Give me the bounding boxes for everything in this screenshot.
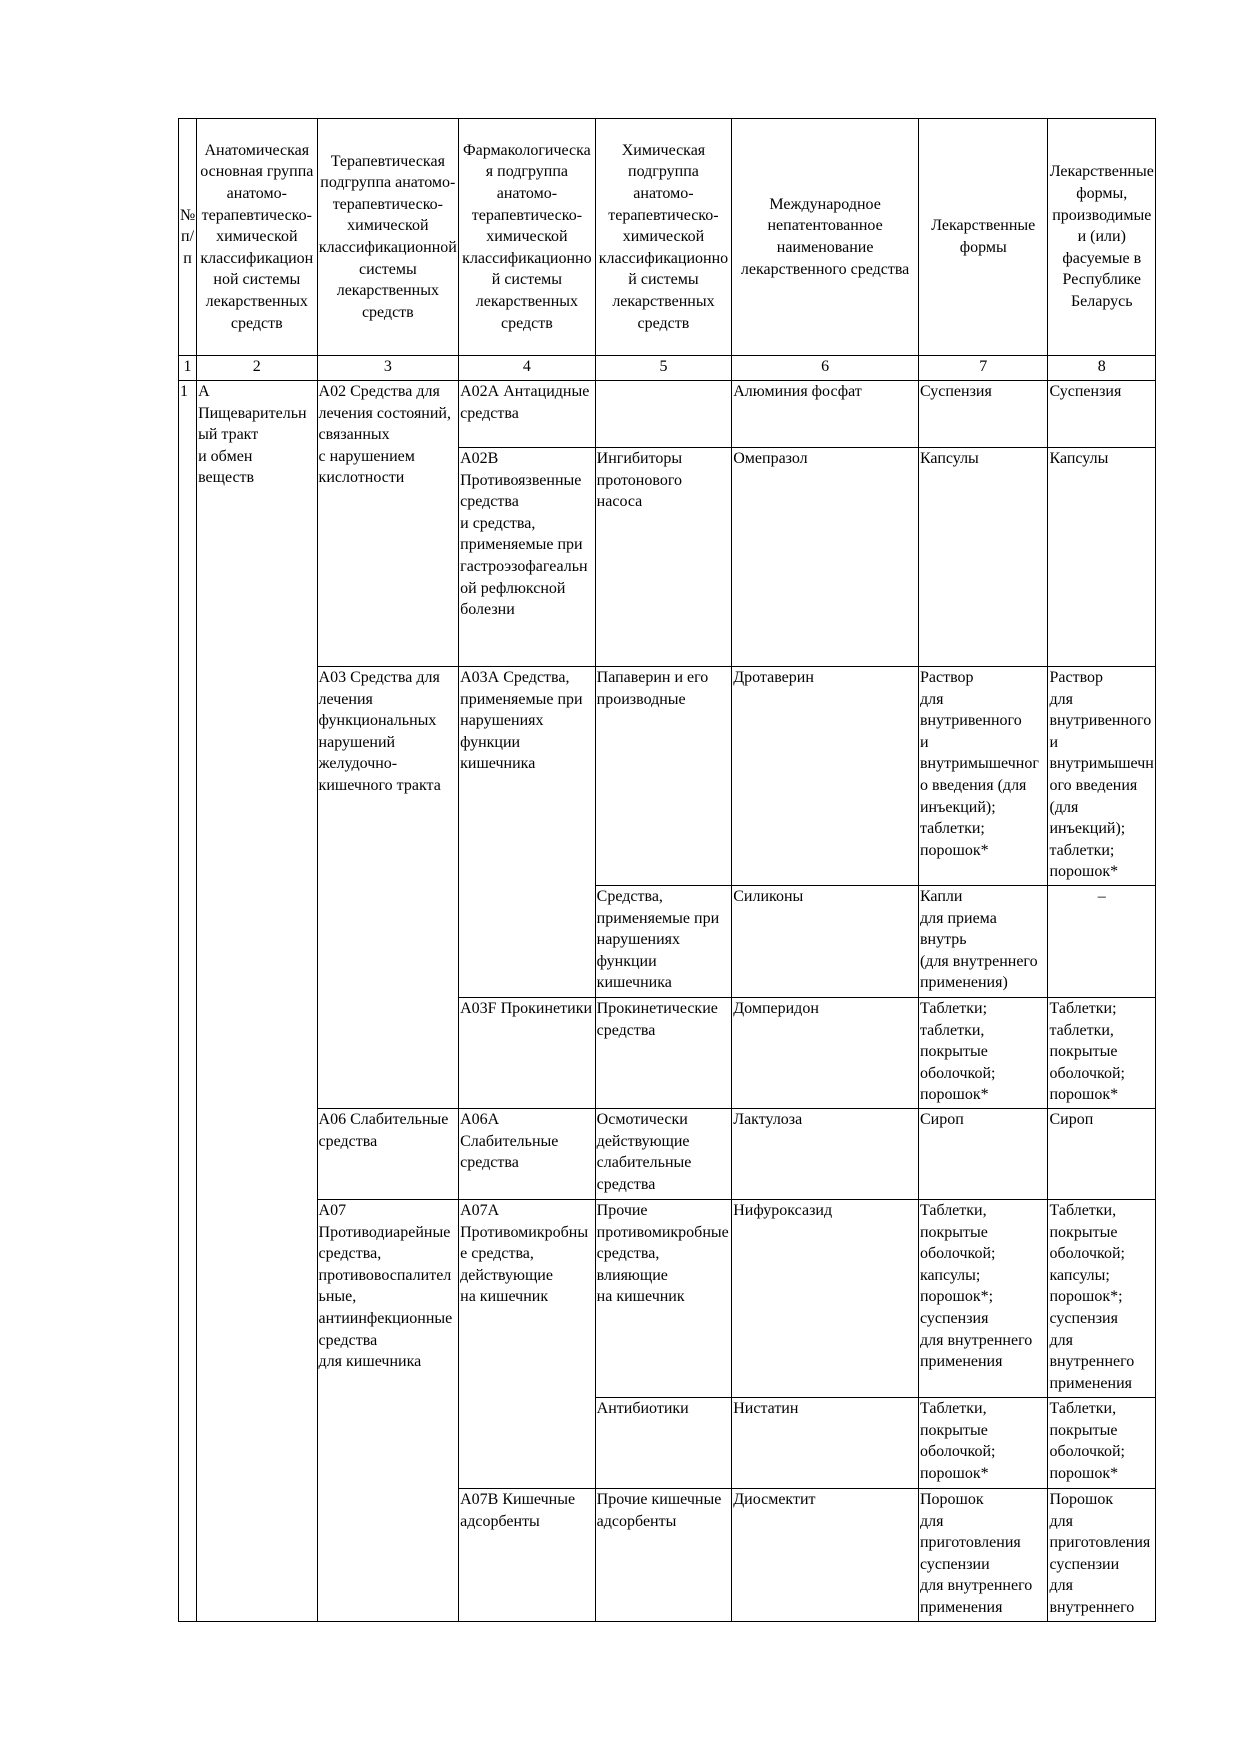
local-forms-cell: Сироп (1048, 1109, 1156, 1200)
therapeutic-subgroup-a07: А07 Противодиарейные средства, противовоспалительные, антиинфекционные средства для кишечника (317, 1200, 459, 1622)
chem-subgroup-cell: Прочие противомикробные средства, влияющие на кишечник (595, 1200, 732, 1398)
anatomical-group-cell: А Пищеварительный тракт и обмен веществ (197, 381, 317, 1622)
chem-subgroup-cell: Антибиотики (595, 1398, 732, 1489)
pharm-subgroup-a06a: А06А Слабительные средства (459, 1109, 596, 1200)
table-row (179, 1109, 1156, 1200)
chem-subgroup-cell: Осмотически действующие слабительные средства (595, 1109, 732, 1200)
column-number: 7 (918, 356, 1048, 381)
dosage-forms-cell: Суспензия (918, 381, 1048, 448)
column-number: 8 (1048, 356, 1156, 381)
header-therapeutic-subgroup: Терапевтическая подгруппа анатомо-терапевтическо-химической классификационной системы лекарственных средств (317, 119, 459, 356)
pharm-subgroup-a07b: А07В Кишечные адсорбенты (459, 1489, 596, 1622)
dosage-forms-cell: Порошок для приготовления суспензии для внутреннего применения (918, 1489, 1048, 1622)
chem-subgroup-cell: Прокинетические средства (595, 998, 732, 1109)
inn-cell: Силиконы (732, 886, 919, 998)
inn-cell: Лактулоза (732, 1109, 919, 1200)
local-forms-cell: Раствор для внутривенного и внутримышечного введения (для инъекций); таблетки; порошок* (1048, 667, 1156, 886)
chem-subgroup-cell: Папаверин и его производные (595, 667, 732, 886)
table-row (179, 667, 1156, 886)
header-inn: Международное непатентованное наименование лекарственного средства (732, 119, 919, 356)
dosage-forms-cell: Сироп (918, 1109, 1048, 1200)
header-number: № п/п (179, 119, 197, 356)
local-forms-cell: – (1048, 886, 1156, 998)
table-row (179, 1200, 1156, 1398)
dosage-forms-cell: Таблетки, покрытые оболочкой; порошок* (918, 1398, 1048, 1489)
column-number: 2 (197, 356, 317, 381)
local-forms-cell: Порошок для приготовления суспензии для внутреннего (1048, 1489, 1156, 1622)
dosage-forms-cell: Таблетки, покрытые оболочкой; капсулы; порошок*; суспензия для внутреннего применения (918, 1200, 1048, 1398)
pharm-subgroup-a03f: А03F Прокинетики (459, 998, 596, 1109)
chem-subgroup-empty (595, 381, 732, 448)
inn-cell: Дротаверин (732, 667, 919, 886)
pharm-subgroup-a02b: А02В Противоязвенные средства и средства, применяемые при гастроэзофагеальной рефлюксной болезни (459, 448, 596, 667)
dosage-forms-cell: Раствор для внутривенного и внутримышечного введения (для инъекций); таблетки; порошок* (918, 667, 1048, 886)
inn-cell: Домперидон (732, 998, 919, 1109)
chem-subgroup-cell: Средства, применяемые при нарушениях функции кишечника (595, 886, 732, 998)
header-row (179, 119, 1156, 356)
pharm-subgroup-a07a: А07А Противомикробные средства, действующие на кишечник (459, 1200, 596, 1489)
column-number: 6 (732, 356, 919, 381)
drug-classification-table (178, 118, 1156, 1622)
column-number: 1 (179, 356, 197, 381)
inn-cell: Диосмектит (732, 1489, 919, 1622)
local-forms-cell: Капсулы (1048, 448, 1156, 667)
header-pharmacological-subgroup: Фармакологическая подгруппа анатомо-терапевтическо-химической классификационной системы лекарственных средств (459, 119, 596, 356)
local-forms-cell: Таблетки; таблетки, покрытые оболочкой; порошок* (1048, 998, 1156, 1109)
local-forms-cell: Суспензия (1048, 381, 1156, 448)
therapeutic-subgroup-a02: А02 Средства для лечения состояний, связанных с нарушением кислотности (317, 381, 459, 667)
column-number: 4 (459, 356, 596, 381)
header-chemical-subgroup: Химическая подгруппа анатомо-терапевтическо-химической классификационной системы лекарственных средств (595, 119, 732, 356)
column-number: 3 (317, 356, 459, 381)
therapeutic-subgroup-a03: А03 Средства для лечения функциональных нарушений желудочно-кишечного тракта (317, 667, 459, 1109)
pharm-subgroup-a03a: А03А Средства, применяемые при нарушениях функции кишечника (459, 667, 596, 998)
chem-subgroup-cell: Ингибиторы протонового насоса (595, 448, 732, 667)
inn-cell: Нифуроксазид (732, 1200, 919, 1398)
local-forms-cell: Таблетки, покрытые оболочкой; капсулы; порошок*; суспензия для внутреннего применения (1048, 1200, 1156, 1398)
header-anatomical-group: Анатомическая основная группа анатомо-терапевтическо-химической классификационной системы лекарственных средств (197, 119, 317, 356)
column-number: 5 (595, 356, 732, 381)
local-forms-cell: Таблетки, покрытые оболочкой; порошок* (1048, 1398, 1156, 1489)
pharm-subgroup-a02a: А02А Антацидные средства (459, 381, 596, 448)
header-dosage-forms: Лекарственные формы (918, 119, 1048, 356)
header-local-forms: Лекарственные формы, производимые и (или) фасуемые в Республике Беларусь (1048, 119, 1156, 356)
column-number-row (179, 356, 1156, 381)
table-row (179, 381, 1156, 448)
inn-cell: Алюминия фосфат (732, 381, 919, 448)
chem-subgroup-cell: Прочие кишечные адсорбенты (595, 1489, 732, 1622)
row-number: 1 (179, 381, 197, 1622)
dosage-forms-cell: Капли для приема внутрь (для внутреннего применения) (918, 886, 1048, 998)
therapeutic-subgroup-a06: А06 Слабительные средства (317, 1109, 459, 1200)
dosage-forms-cell: Таблетки; таблетки, покрытые оболочкой; порошок* (918, 998, 1048, 1109)
inn-cell: Омепразол (732, 448, 919, 667)
dosage-forms-cell: Капсулы (918, 448, 1048, 667)
inn-cell: Нистатин (732, 1398, 919, 1489)
